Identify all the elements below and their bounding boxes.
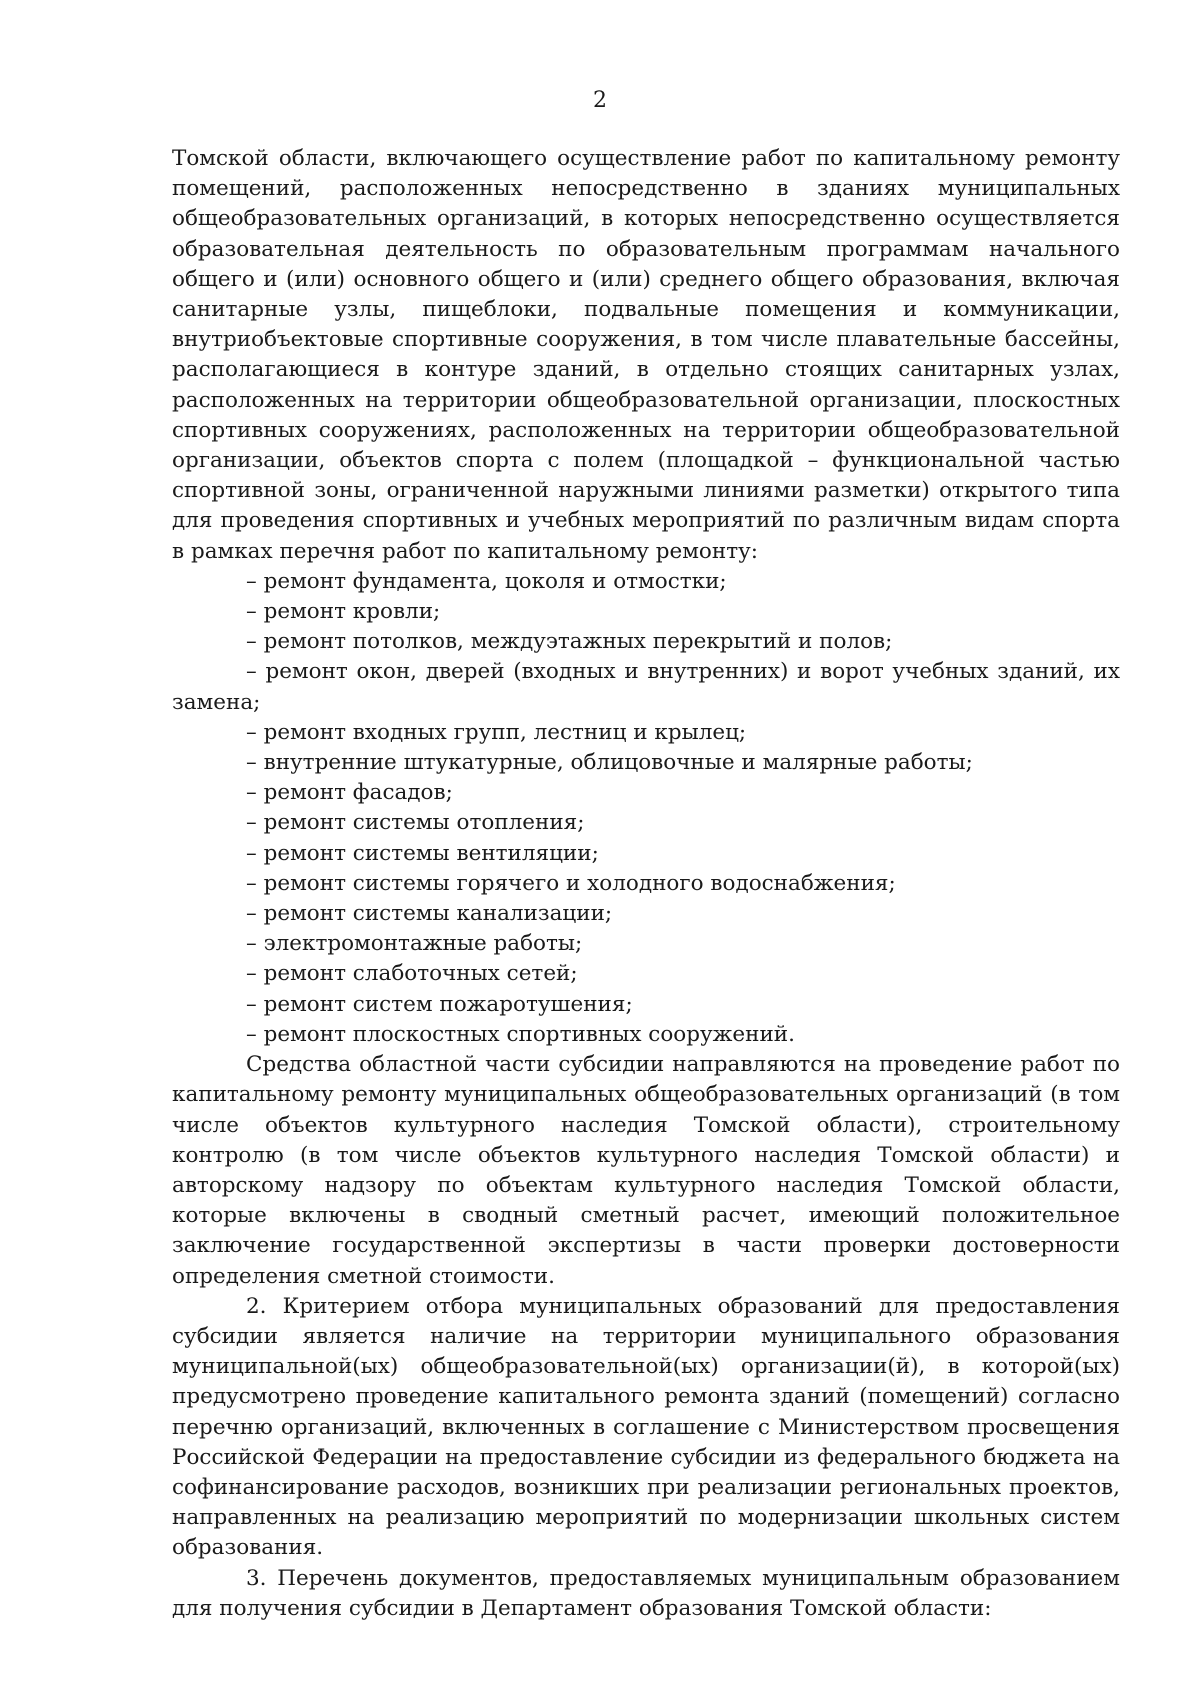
works-list [172, 567, 1120, 1050]
list-item: – ремонт систем пожаротушения; [246, 991, 633, 1017]
intro-paragraph: Томской области, включающего осуществление работ по капитальному ремонту помещений, расположенных непосредственно в зданиях муниципальных общеобразовательных организаций, в которых непосредственно осуществляется образовательная деятельность по образовательным программам начального общего и (или) основного общего и (или) среднего общего образования, включая санитарные узлы, пищеблоки, подвальные помещения и коммуникации, внутриобъектовые спортивные сооружения, в том числе плавательные бассейны, располагающиеся в контуре зданий, в отдельно стоящих санитарных узлах, расположенных на территории общеобразовательной организации, плоскостных спортивных сооружениях, расположенных на территории общеобразовательной организации, объектов спорта с полем (площадкой – функциональной частью спортивной зоны, ограниченной наружными линиями разметки) открытого типа для проведения спортивных и учебных мероприятий по различным видам спорта в рамках перечня работ по капитальному ремонту: [172, 146, 1120, 564]
list-item: – ремонт фундамента, цоколя и отмостки; [246, 568, 727, 594]
list-item: – ремонт системы канализации; [246, 901, 613, 927]
list-item: – электромонтажные работы; [246, 931, 583, 957]
list-item: – ремонт слаботочных сетей; [246, 961, 578, 987]
list-item: – ремонт потолков, междуэтажных перекрытий и полов; [246, 629, 893, 655]
list-item: – ремонт кровли; [246, 599, 441, 625]
list-item: – ремонт системы отопления; [246, 810, 585, 836]
list-item: – ремонт фасадов; [246, 780, 453, 806]
list-item: – ремонт входных групп, лестниц и крылец; [246, 719, 747, 745]
funds-paragraph: Средства областной части субсидии направляются на проведение работ по капитальному ремонту муниципальных общеобразовательных организаций (в том числе объектов культурного наследия Томской области), строительному контролю (в том числе объектов культурного наследия Томской области) и авторскому надзору по объектам культурного наследия Томской области, которые включены в сводный сметный расчет, имеющий положительное заключение государственной экспертизы в части проверки достоверности определения сметной стоимости. [172, 1052, 1120, 1289]
list-item: – ремонт плоскостных спортивных сооружений. [246, 1021, 795, 1047]
criterion-paragraph: 2. Критерием отбора муниципальных образований для предоставления субсидии является наличие на территории муниципального образования муниципальной(ых) общеобразовательной(ых) организации(й), в которой(ых) предусмотрено проведение капитального ремонта зданий (помещений) согласно перечню организаций, включенных в соглашение с Министерством просвещения Российской Федерации на предоставление субсидии из федерального бюджета на софинансирование расходов, возникших при реализации региональных проектов, направленных на реализацию мероприятий по модернизации школьных систем образования. [172, 1293, 1120, 1561]
documents-paragraph: 3. Перечень документов, предоставляемых муниципальным образованием для получения субсидии в Департамент образования Томской области: [172, 1565, 1120, 1621]
page-number: 2 [593, 88, 607, 113]
list-item: – ремонт системы горячего и холодного водоснабжения; [246, 870, 896, 896]
document-body [172, 144, 1120, 1624]
list-item: – внутренние штукатурные, облицовочные и малярные работы; [246, 750, 973, 776]
list-item: – ремонт системы вентиляции; [246, 840, 599, 866]
list-item: – ремонт окон, дверей (входных и внутренних) и ворот учебных зданий, их замена; [172, 659, 1120, 715]
